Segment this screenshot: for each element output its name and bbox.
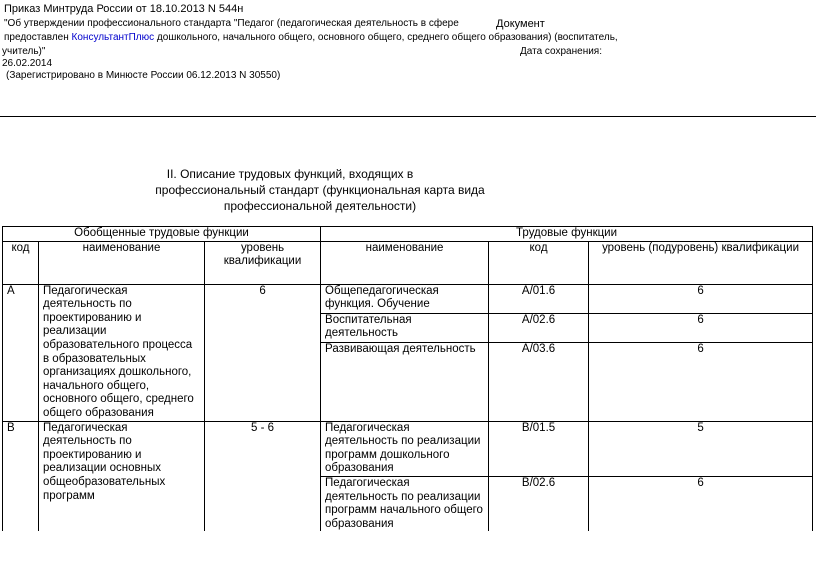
title-continuation: дошкольного, начального общего, основного общего, среднего общего образования) (воспитатель, (156, 32, 618, 43)
tf-level: 5 (589, 421, 813, 476)
gtf-level: 5 - 6 (205, 421, 321, 531)
tf-name: Воспитательная деятельность (321, 313, 489, 342)
gtf-level: 6 (205, 284, 321, 421)
table-column-header (3, 241, 813, 284)
col-code-header: код (3, 241, 39, 284)
provided-label: предоставлен (4, 32, 69, 43)
registration-note: (Зарегистрировано в Минюсте России 06.12.2013 N 30550) (6, 70, 281, 81)
document-title-line1: "Об утверждении профессионального стандарта "Педагог (педагогическая деятельность в сфере (4, 18, 459, 29)
functional-map-table (2, 226, 813, 531)
tf-name: Общепедагогическая функция. Обучение (321, 284, 489, 313)
tf-name: Педагогическая деятельность по реализации программ начального общего образования (321, 476, 489, 531)
col-tf-code-header: код (489, 241, 589, 284)
gtf-code: B (3, 421, 39, 531)
tf-code: A/01.6 (489, 284, 589, 313)
table-group-header (3, 227, 813, 242)
section-title (120, 166, 520, 214)
section-title-line2: профессиональный стандарт (функциональная карта вида (155, 183, 485, 197)
gtf-name: Педагогическая деятельность по проектированию и реализации образовательного процесса в образовательных организациях дошкольного, начального общего, основного общего, среднего общего образования (39, 284, 205, 421)
tf-name: Педагогическая деятельность по реализации программ дошкольного образования (321, 421, 489, 476)
table-row (3, 421, 813, 476)
tf-code: B/01.5 (489, 421, 589, 476)
tf-code: B/02.6 (489, 476, 589, 531)
order-line: Приказ Минтруда России от 18.10.2013 N 544н (4, 3, 244, 15)
section-title-line1: II. Описание трудовых функций, входящих в (166, 167, 414, 181)
col-tf-level-header: уровень (подуровень) квалификации (589, 241, 813, 284)
tf-name: Развивающая деятельность (321, 342, 489, 421)
document-title-line3: учитель)" (2, 46, 46, 57)
tf-code: A/03.6 (489, 342, 589, 421)
tf-level: 6 (589, 313, 813, 342)
saved-date: 26.02.2014 (2, 58, 53, 69)
saved-label: Дата сохранения: (520, 46, 602, 57)
gtf-code: A (3, 284, 39, 421)
tf-level: 6 (589, 476, 813, 531)
group-labor-header: Трудовые функции (321, 227, 813, 242)
col-level-header: уровень квалификации (205, 241, 321, 284)
col-tf-name-header: наименование (321, 241, 489, 284)
group-general-header: Обобщенные трудовые функции (3, 227, 321, 242)
document-label: Документ (496, 18, 545, 30)
header-divider (0, 116, 816, 117)
tf-code: A/02.6 (489, 313, 589, 342)
document-title-line2 (4, 32, 618, 44)
gtf-name: Педагогическая деятельность по проектированию и реализации основных общеобразовательных программ (39, 421, 205, 531)
tf-level: 6 (589, 342, 813, 421)
consultant-brand-link[interactable]: КонсультантПлюс (71, 32, 155, 43)
tf-level: 6 (589, 284, 813, 313)
section-title-line3: профессиональной деятельности) (223, 199, 417, 213)
col-name-header: наименование (39, 241, 205, 284)
table-row (3, 284, 813, 313)
